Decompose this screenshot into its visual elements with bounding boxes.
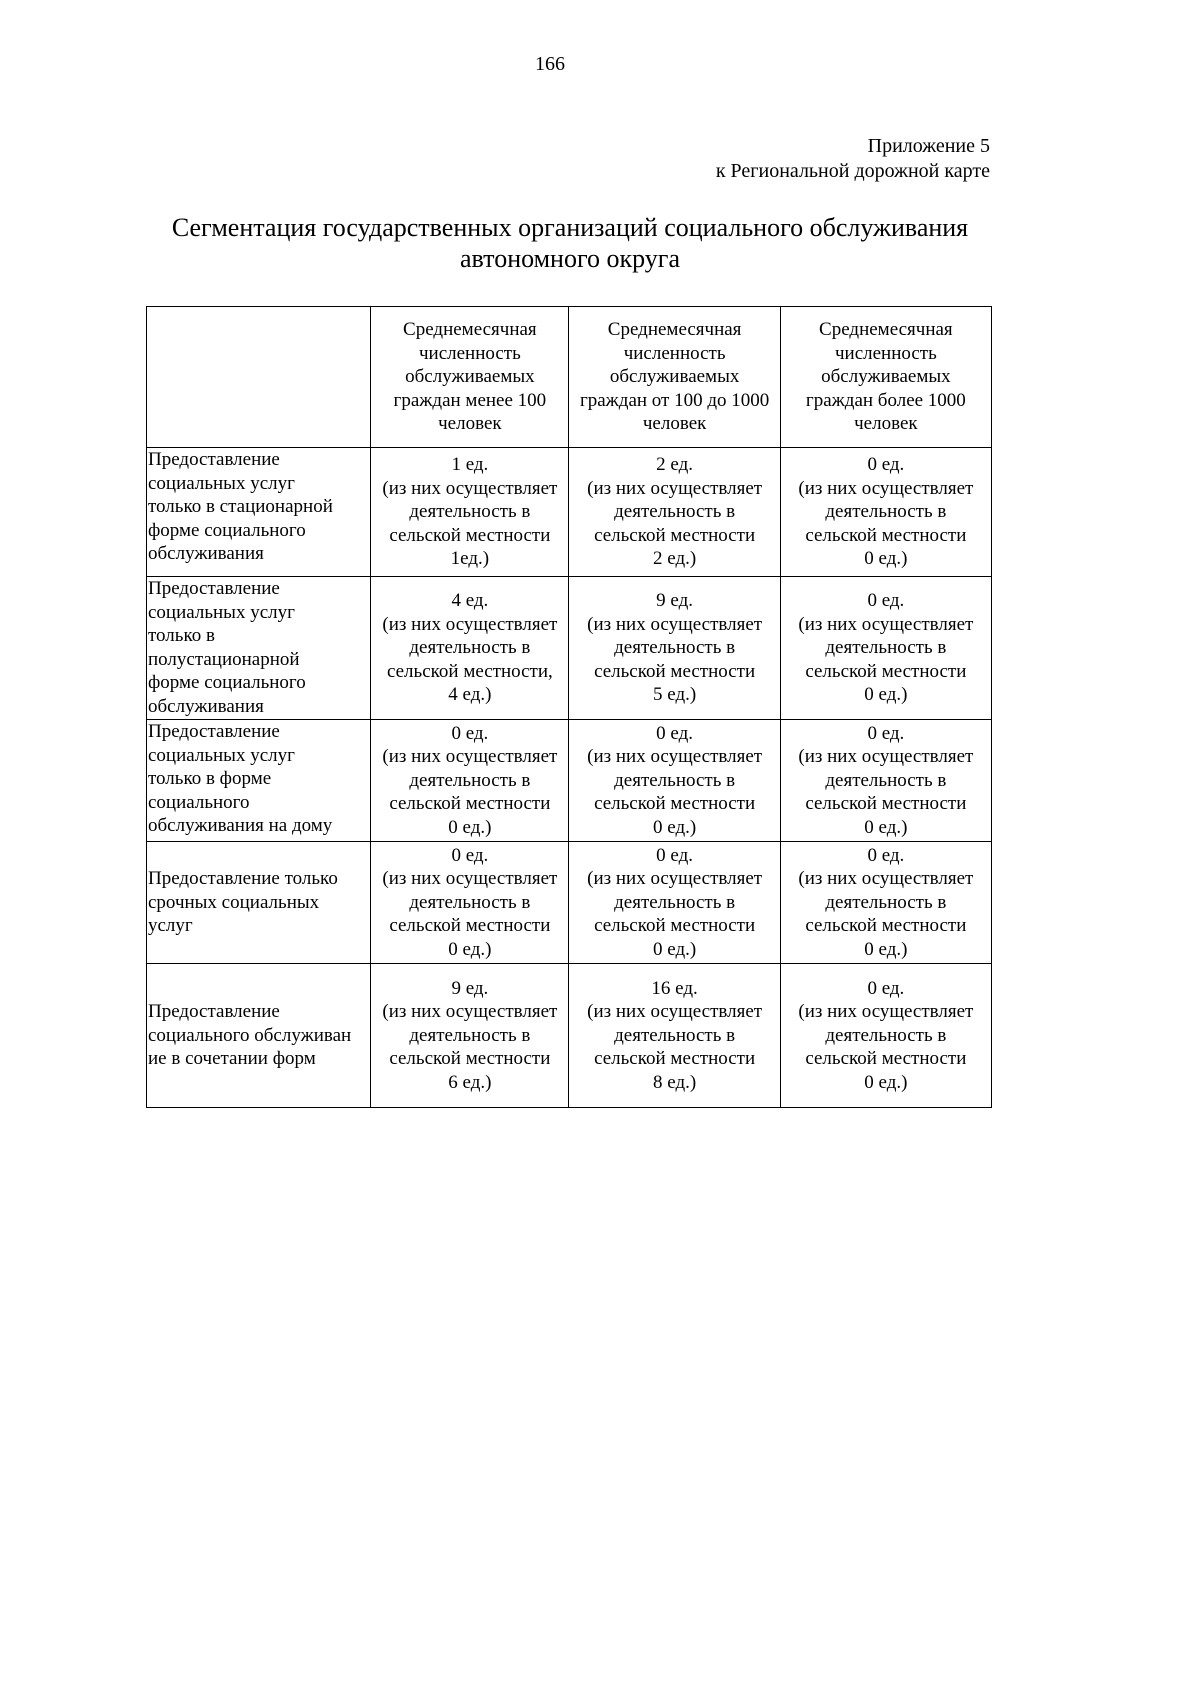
value-line: 0 ед. <box>451 722 489 744</box>
header-line: обслуживаемых <box>609 366 740 388</box>
value-line: (из них осуществляет <box>587 1001 763 1023</box>
value-line: 2 ед.) <box>653 548 697 570</box>
appendix-line: Приложение 5 <box>867 135 990 157</box>
value-line: (из них осуществляет <box>587 613 763 635</box>
column-header <box>569 307 780 448</box>
value-line: сельской местности <box>594 524 756 546</box>
row-label-line: только в форме <box>148 768 272 789</box>
value-line: 9 ед. <box>656 590 694 612</box>
value-line: деятельность в <box>614 891 736 913</box>
value-line: 0 ед.) <box>864 938 908 960</box>
value-line: 0 ед. <box>867 722 905 744</box>
header-line: человек <box>438 413 502 435</box>
value-line: 0 ед.) <box>653 816 697 838</box>
title-line: автономного округа <box>460 244 680 273</box>
value-line: (из них осуществляет <box>798 1001 974 1023</box>
value-line: сельской местности <box>389 915 551 937</box>
value-line: (из них осуществляет <box>798 746 974 768</box>
title-line: Сегментация государственных организаций социального обслуживания <box>171 213 969 242</box>
value-line: сельской местности <box>594 915 756 937</box>
value-line: деятельность в <box>409 501 531 523</box>
row-label-line: Предоставление <box>148 578 280 599</box>
value-line: 0 ед. <box>867 844 905 866</box>
value-line: сельской местности, <box>386 660 553 682</box>
header-line: Среднемесячная <box>403 319 537 341</box>
value-line: 0 ед. <box>867 977 905 999</box>
value-line: сельской местности <box>594 793 756 815</box>
appendix-line: к Региональной дорожной карте <box>715 160 990 182</box>
row-label-line: ие в сочетании форм <box>148 1048 316 1070</box>
value-line: 1ед.) <box>450 548 490 570</box>
header-line: численность <box>623 342 726 364</box>
value-cell <box>371 720 569 842</box>
value-line: 0 ед.) <box>864 548 908 570</box>
row-label-line: Предоставление <box>148 1001 280 1023</box>
header-line: человек <box>642 413 707 435</box>
value-line: деятельность в <box>825 637 947 659</box>
row-label-line: Предоставление только <box>148 868 338 890</box>
value-line: сельской местности <box>805 915 967 937</box>
table-header-row <box>147 307 992 448</box>
value-line: (из них осуществляет <box>382 1001 558 1023</box>
value-line: 4 ед.) <box>448 684 492 706</box>
row-label-line: социального обслуживан <box>148 1024 352 1046</box>
value-line: 9 ед. <box>451 977 489 999</box>
value-cell <box>371 842 569 964</box>
value-cell <box>371 577 569 720</box>
table-row <box>147 842 992 964</box>
table-row <box>147 448 992 577</box>
value-line: 0 ед. <box>656 844 694 866</box>
row-label-line: только в <box>148 625 215 646</box>
row-label <box>147 448 371 577</box>
value-line: деятельность в <box>614 1024 736 1046</box>
value-line: 0 ед.) <box>864 816 908 838</box>
value-line: деятельность в <box>825 891 947 913</box>
table-row <box>147 720 992 842</box>
value-line: деятельность в <box>825 1024 947 1046</box>
value-cell <box>569 448 780 577</box>
row-label-line: только в стационарной <box>148 496 333 517</box>
value-line: сельской местности <box>805 660 967 682</box>
value-line: сельской местности <box>594 660 756 682</box>
header-line: численность <box>418 342 521 364</box>
value-cell <box>569 720 780 842</box>
value-line: 1 ед. <box>451 454 489 476</box>
value-line: (из них осуществляет <box>798 868 974 890</box>
table-row <box>147 964 992 1108</box>
appendix-note <box>716 134 990 184</box>
value-line: (из них осуществляет <box>798 477 974 499</box>
row-label-line: социального <box>148 791 250 813</box>
row-label-line: форме социального <box>148 519 306 541</box>
header-line: граждан от 100 до 1000 <box>579 389 770 411</box>
header-line: человек <box>854 413 918 435</box>
header-empty-cell <box>147 307 371 448</box>
value-line: деятельность в <box>409 1024 531 1046</box>
value-line: 0 ед.) <box>864 1071 908 1093</box>
value-cell <box>569 964 780 1108</box>
value-line: (из них осуществляет <box>382 613 558 635</box>
row-label-line: Предоставление <box>148 449 280 470</box>
value-line: 0 ед. <box>867 590 905 612</box>
value-line: (из них осуществляет <box>382 477 558 499</box>
row-label <box>147 964 371 1108</box>
value-line: 5 ед.) <box>653 684 697 706</box>
value-line: (из них осуществляет <box>587 868 763 890</box>
value-line: 2 ед. <box>656 454 694 476</box>
value-line: 16 ед. <box>651 977 698 999</box>
row-label-line: полустационарной <box>148 648 300 670</box>
row-label-line: обслуживания на дому <box>148 815 333 836</box>
value-line: деятельность в <box>614 769 736 791</box>
value-line: 8 ед.) <box>653 1071 697 1093</box>
value-cell <box>569 842 780 964</box>
header-line: численность <box>834 342 937 364</box>
value-line: сельской местности <box>594 1048 756 1070</box>
header-line: Среднемесячная <box>819 319 953 341</box>
value-line: деятельность в <box>614 637 736 659</box>
header-line: обслуживаемых <box>821 366 951 388</box>
page-number: 166 <box>535 53 565 75</box>
value-line: 0 ед.) <box>864 684 908 706</box>
column-header <box>780 307 991 448</box>
header-line: граждан менее 100 <box>393 389 547 411</box>
value-cell <box>780 720 991 842</box>
header-line: Среднемесячная <box>607 319 742 341</box>
value-cell <box>371 964 569 1108</box>
row-label-line: услуг <box>148 915 193 937</box>
value-line: 6 ед.) <box>448 1071 492 1093</box>
value-line: деятельность в <box>409 769 531 791</box>
row-label-line: обслуживания <box>148 695 264 717</box>
value-cell <box>780 964 991 1108</box>
value-line: деятельность в <box>825 769 947 791</box>
document-title <box>100 212 1040 274</box>
value-line: 0 ед.) <box>653 938 697 960</box>
row-label <box>147 577 371 720</box>
value-line: (из них осуществляет <box>382 868 558 890</box>
value-line: 0 ед. <box>656 722 694 744</box>
value-cell <box>780 577 991 720</box>
value-line: (из них осуществляет <box>587 477 763 499</box>
segmentation-table <box>146 306 992 1108</box>
value-line: 4 ед. <box>451 590 489 612</box>
value-line: деятельность в <box>409 891 531 913</box>
value-line: сельской местности <box>389 793 551 815</box>
row-label-line: форме социального <box>148 672 306 693</box>
value-line: (из них осуществляет <box>382 746 558 768</box>
value-cell <box>569 577 780 720</box>
row-label <box>147 720 371 842</box>
value-line: 0 ед.) <box>448 938 492 960</box>
row-label <box>147 842 371 964</box>
column-header <box>371 307 569 448</box>
value-line: сельской местности <box>389 1048 551 1070</box>
value-line: 0 ед. <box>867 454 905 476</box>
value-cell <box>371 448 569 577</box>
value-cell <box>780 842 991 964</box>
value-line: деятельность в <box>825 501 947 523</box>
value-line: 0 ед. <box>451 844 489 866</box>
value-line: сельской местности <box>805 793 967 815</box>
table-row <box>147 577 992 720</box>
row-label-line: социальных услуг <box>148 744 295 766</box>
value-line: 0 ед.) <box>448 816 492 838</box>
row-label-line: Предоставление <box>148 721 280 742</box>
value-line: деятельность в <box>614 501 736 523</box>
value-cell <box>780 448 991 577</box>
header-line: граждан более 1000 <box>805 389 966 411</box>
row-label-line: социальных услуг <box>148 472 295 494</box>
value-line: (из них осуществляет <box>587 746 763 768</box>
value-line: деятельность в <box>409 637 531 659</box>
value-line: сельской местности <box>389 524 551 546</box>
value-line: сельской местности <box>805 1048 967 1070</box>
value-line: сельской местности <box>805 524 967 546</box>
row-label-line: социальных услуг <box>148 601 295 623</box>
row-label-line: срочных социальных <box>148 891 320 913</box>
row-label-line: обслуживания <box>148 543 264 564</box>
header-line: обслуживаемых <box>405 366 535 388</box>
value-line: (из них осуществляет <box>798 613 974 635</box>
